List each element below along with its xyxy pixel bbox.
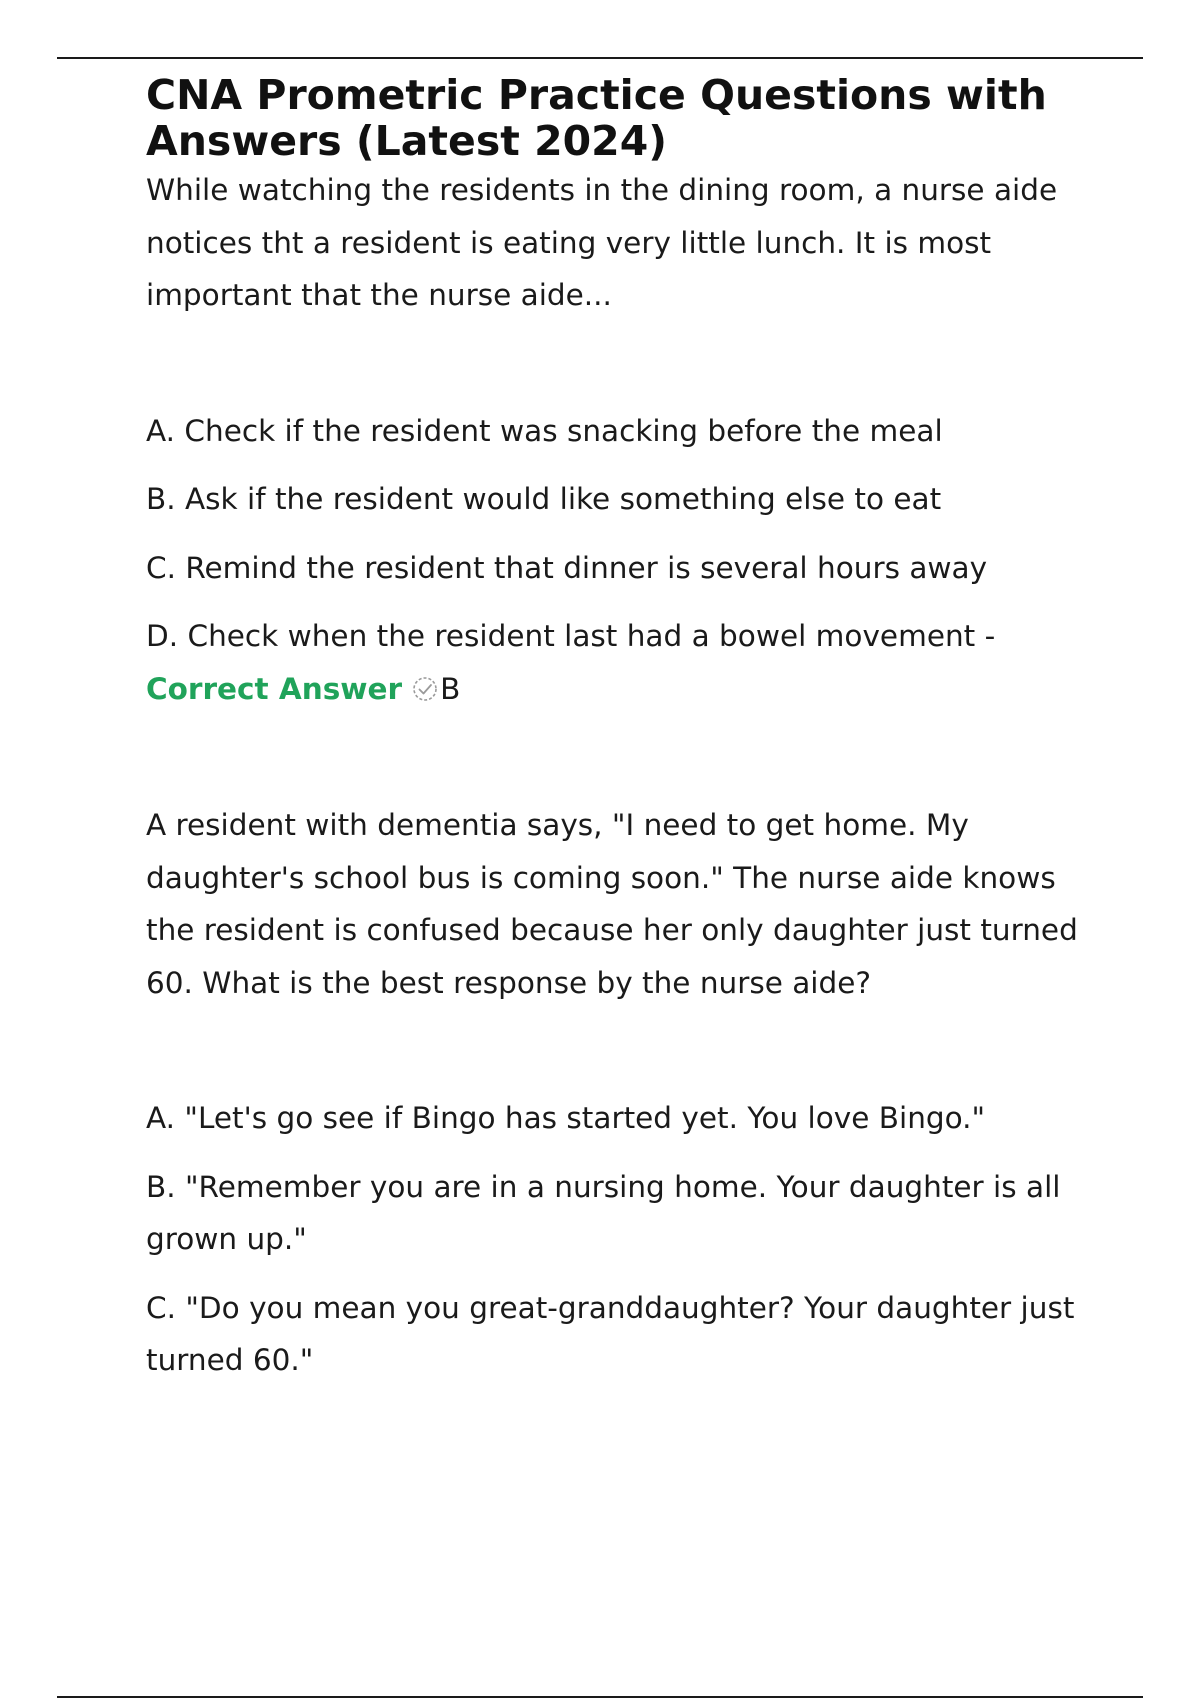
- answer-options: [146, 1092, 1106, 1387]
- answer-option-c: C. "Do you mean you great-granddaughter? Your daughter just turned 60.": [146, 1290, 1075, 1377]
- correct-answer-value: B: [440, 671, 461, 706]
- top-rule: [57, 57, 1143, 59]
- answer-option-a: A. Check if the resident was snacking before the meal: [146, 413, 943, 448]
- answer-option-a: A. "Let's go see if Bingo has started yet. You love Bingo.": [146, 1101, 986, 1135]
- correct-answer-line: [146, 663, 1106, 716]
- correct-answer-label: Correct Answer: [146, 671, 403, 706]
- check-badge-icon: [412, 666, 438, 692]
- document-body: [146, 72, 1106, 1403]
- answer-option-b: B. "Remember you are in a nursing home. Your daughter is all grown up.": [146, 1169, 1061, 1256]
- bottom-rule: [57, 1696, 1143, 1698]
- question-stem: A resident with dementia says, "I need to get home. My daughter's school bus is coming soon." The nurse aide knows the resident is confused because her only daughter just turned 60. What is the best response by the nurse aide?: [146, 808, 1078, 1000]
- answer-option-d: D. Check when the resident last had a bowel movement -: [146, 619, 996, 653]
- question-stem: While watching the residents in the dining room, a nurse aide notices tht a resident is eating very little lunch. It is most important that the nurse aide...: [146, 173, 1058, 312]
- answer-option-b: B. Ask if the resident would like something else to eat: [146, 482, 942, 516]
- answer-option-c: C. Remind the resident that dinner is several hours away: [146, 550, 988, 585]
- page-title: CNA Prometric Practice Questions with Answers (Latest 2024): [146, 71, 1047, 165]
- answer-options: [146, 405, 1106, 716]
- question-2: [146, 799, 1106, 1387]
- question-1: [146, 164, 1106, 715]
